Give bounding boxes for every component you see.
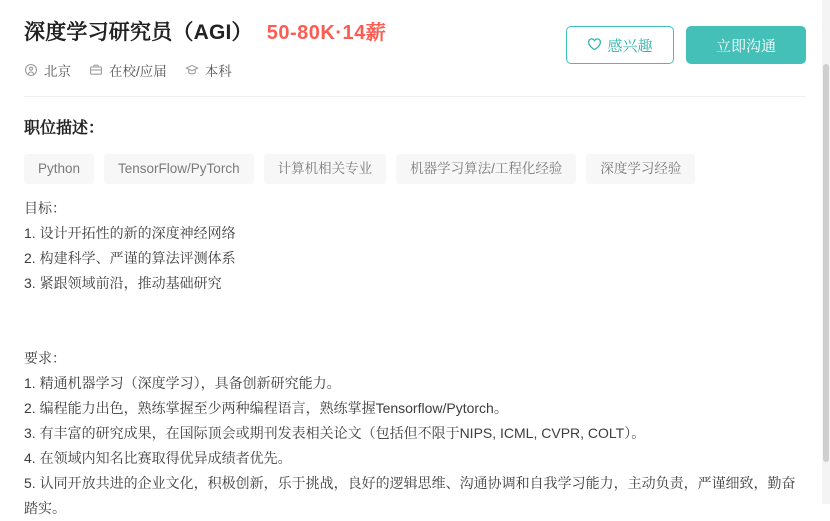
header-divider [24,96,806,97]
meta-education [185,60,232,80]
meta-location-label: 北京 [44,64,71,79]
interest-button[interactable] [566,26,674,64]
description-line: 2. 编程能力出色，熟练掌握至少两种编程语言，熟练掌握Tensorflow/Pytorch。 [24,400,508,416]
description-line: 3. 有丰富的研究成果，在国际顶会或期刊发表相关论文（包括但不限于NIPS, ICML, CVPR, COLT）。 [24,425,646,441]
skill-tag: 机器学习算法/工程化经验 [396,154,576,184]
job-description-section [0,97,830,521]
description-line: 3. 紧跟领域前沿，推动基础研究 [24,275,222,291]
interest-label: 感兴趣 [607,37,653,55]
description-body [24,196,806,521]
meta-experience-label: 在校/应届 [109,64,167,79]
skill-tags [24,154,806,184]
description-line: 1. 精通机器学习（深度学习），具备创新研究能力。 [24,375,341,391]
graduation-cap-icon [185,63,199,77]
skill-tag: TensorFlow/PyTorch [104,154,254,184]
page-scrollbar[interactable] [822,0,830,504]
description-spacer [24,321,806,346]
description-line: 目标： [24,200,66,216]
description-line: 2. 构建科学、严谨的算法评测体系 [24,250,236,266]
location-pin-icon [24,63,38,77]
meta-education-label: 本科 [204,64,232,79]
description-spacer [24,296,806,321]
description-line: 1. 设计开拓性的新的深度神经网络 [24,225,236,241]
meta-location [24,60,71,80]
section-title: 职位描述： [24,120,105,137]
description-line: 4. 在领域内知名比赛取得优异成绩者优先。 [24,450,292,466]
page-title: 深度学习研究员（AGI） [24,21,253,44]
meta-experience [89,60,167,80]
description-line: 5. 认同开放共进的企业文化，积极创新，乐于挑战，良好的逻辑思维、沟通协调和自我学习能力，主动负责，严谨细致，勤奋踏实。 [24,475,796,516]
skill-tag: Python [24,154,94,184]
chat-button[interactable] [686,26,806,64]
briefcase-icon [89,63,103,77]
job-header [0,0,830,97]
salary-text: 50-80K·14薪 [266,22,387,44]
heart-icon [587,37,601,51]
skill-tag: 深度学习经验 [586,154,695,184]
chat-label: 立即沟通 [715,37,776,55]
header-actions [566,26,806,64]
scrollbar-thumb[interactable] [823,64,829,462]
skill-tag: 计算机相关专业 [264,154,387,184]
description-line: 要求： [24,350,66,366]
